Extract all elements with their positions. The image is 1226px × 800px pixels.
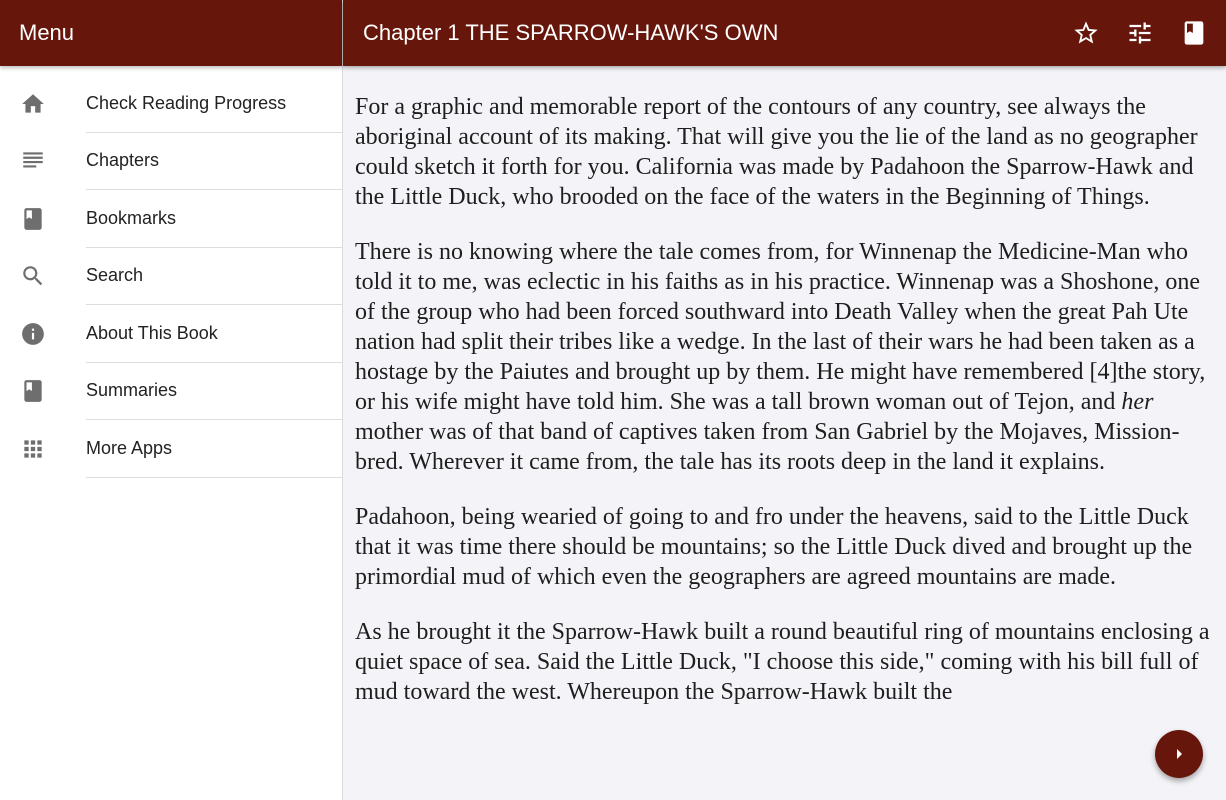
drawer-menu	[0, 66, 342, 478]
menu-item-about[interactable]	[0, 305, 342, 363]
menu-item-more-apps[interactable]	[0, 420, 342, 478]
menu-item-reading-progress[interactable]	[0, 75, 342, 133]
paragraph	[355, 237, 1221, 477]
menu-item-label: Check Reading Progress	[86, 75, 342, 133]
drawer-header	[0, 0, 342, 66]
search-icon	[20, 263, 46, 289]
next-page-button[interactable]	[1155, 730, 1203, 778]
menu-item-bookmarks[interactable]	[0, 190, 342, 248]
book-icon[interactable]	[1180, 19, 1208, 47]
chapter-text	[355, 92, 1221, 732]
emphasis-text: her	[1121, 389, 1154, 415]
app-toolbar	[343, 0, 1226, 66]
menu-item-label: Search	[86, 248, 342, 306]
menu-item-summaries[interactable]	[0, 363, 342, 421]
book-icon	[20, 378, 46, 404]
list-icon	[20, 148, 46, 174]
paragraph: Padahoon, being wearied of going to and fro under the heavens, said to the Little Duck that it was time there should be mountains; so the Little Duck dived and brought up the primordial mud of which even the geographers are agreed mountains are made.	[355, 504, 1193, 590]
paragraph-text: mother was of that band of captives taken from San Gabriel by the Mojaves, Mission-bred. Wherever it came from, the tale has its roots deep in the land it explains.	[355, 419, 1180, 475]
paragraph-text: There is no knowing where the tale comes from, for Winnenap the Medicine-Man who told it to me, was eclectic in his faiths as in his practice. Winnenap was a Shoshone, one of the group who had been forced southward into Death Valley when the great Pah Ute nation had split their tribes like a wedge. In the last of their wars he had been taken as a hostage by the Paiutes and brought up by them. He might have remembered [4]the story, or his wife might have told him. She was a tall brown woman out of Tejon, and	[355, 239, 1206, 415]
info-icon	[20, 321, 46, 347]
menu-item-label: Bookmarks	[86, 190, 342, 248]
menu-item-search[interactable]	[0, 248, 342, 306]
chapter-title: Chapter 1 THE SPARROW-HAWK'S OWN	[363, 20, 779, 45]
reader-main	[343, 0, 1226, 800]
apps-grid-icon	[20, 436, 46, 462]
menu-item-label: More Apps	[86, 420, 342, 478]
menu-item-label: Chapters	[86, 133, 342, 191]
paragraph: For a graphic and memorable report of the contours of any country, see always the aboriginal account of its making. That will give you the lie of the land as no geographer could sketch it forth for you. California was made by Padahoon the Sparrow-Hawk and the Little Duck, who brooded on the face of the waters in the Beginning of Things.	[355, 94, 1198, 210]
chevron-right-icon	[1167, 742, 1191, 766]
drawer-title: Menu	[19, 20, 75, 45]
book-icon	[20, 206, 46, 232]
menu-item-chapters[interactable]	[0, 133, 342, 191]
menu-item-label: About This Book	[86, 305, 342, 363]
navigation-drawer	[0, 0, 343, 800]
menu-item-label: Summaries	[86, 363, 342, 421]
home-icon	[20, 91, 46, 117]
paragraph: As he brought it the Sparrow-Hawk built a round beautiful ring of mountains enclosing a quiet space of sea. Said the Little Duck, "I choose this side," coming with his bill full of mud toward the west. Whereupon the Sparrow-Hawk built the	[355, 619, 1210, 705]
settings-sliders-icon[interactable]	[1126, 19, 1154, 47]
star-icon[interactable]	[1072, 19, 1100, 47]
